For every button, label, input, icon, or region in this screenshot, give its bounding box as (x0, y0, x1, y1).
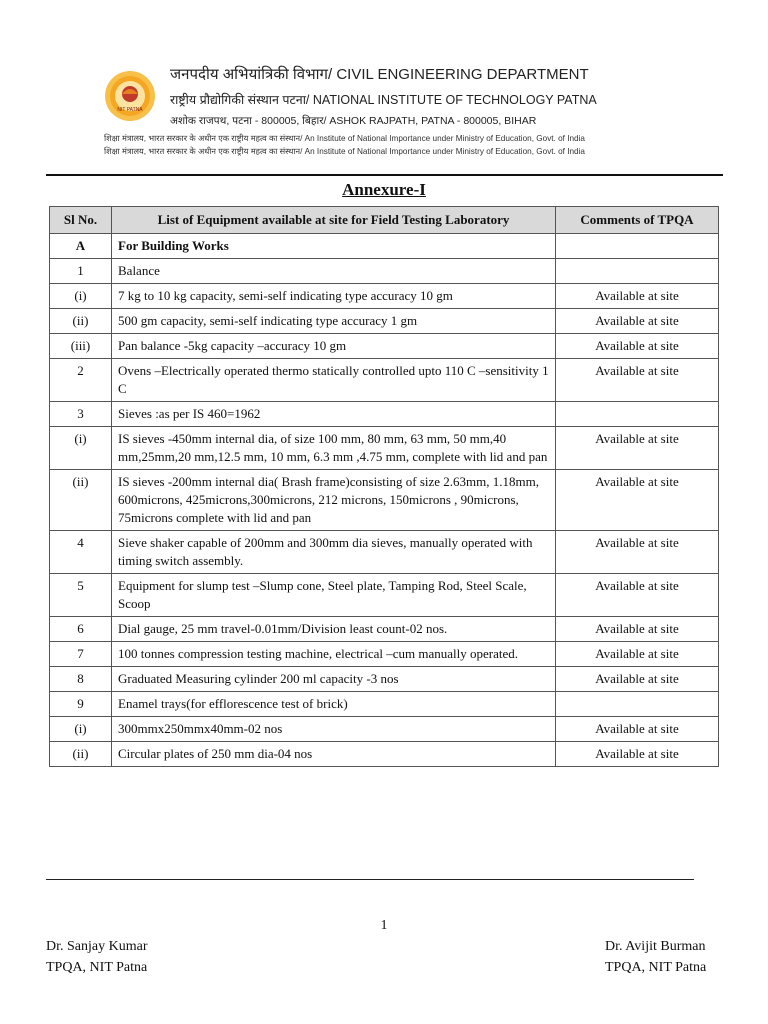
signatory-name-left: Dr. Sanjay Kumar (46, 939, 148, 954)
cell-comment (556, 402, 719, 427)
cell-sl-no: 9 (50, 692, 112, 717)
cell-comment: Available at site (556, 742, 719, 767)
header-comments: Comments of TPQA (556, 207, 719, 234)
signature-divider (46, 879, 694, 880)
document-title: Annexure-I (342, 180, 426, 199)
institute-name: राष्ट्रीय प्रौद्योगिकी संस्थान पटना/ NATIONAL INSTITUTE OF TECHNOLOGY PATNA (170, 93, 597, 107)
cell-equipment: Circular plates of 250 mm dia-04 nos (112, 742, 556, 767)
cell-comment: Available at site (556, 427, 719, 470)
cell-comment: Available at site (556, 717, 719, 742)
equipment-table (49, 206, 719, 767)
header-equipment: List of Equipment available at site for Field Testing Laboratory (112, 207, 556, 234)
cell-sl-no: (i) (50, 284, 112, 309)
institute-tagline-repeat: शिक्षा मंत्रालय, भारत सरकार के अधीन एक राष्ट्रीय महत्व का संस्थान/ An Institute of National Importance under Ministry of Education, Govt. of India (104, 147, 585, 156)
cell-sl-no: (ii) (50, 470, 112, 531)
signature-right (605, 936, 706, 978)
table-row (50, 574, 719, 617)
cell-comment: Available at site (556, 359, 719, 402)
cell-comment (556, 234, 719, 259)
cell-sl-no: 6 (50, 617, 112, 642)
table-row (50, 427, 719, 470)
cell-equipment: Sieve shaker capable of 200mm and 300mm dia sieves, manually operated with timing switch assembly. (112, 531, 556, 574)
cell-equipment: Graduated Measuring cylinder 200 ml capacity -3 nos (112, 667, 556, 692)
table-row (50, 531, 719, 574)
cell-sl-no: (ii) (50, 309, 112, 334)
cell-comment: Available at site (556, 334, 719, 359)
cell-sl-no: (iii) (50, 334, 112, 359)
cell-sl-no: 5 (50, 574, 112, 617)
table-header-row (50, 207, 719, 234)
signatory-name-right: Dr. Avijit Burman (605, 939, 706, 954)
institute-address: अशोक राजपथ, पटना - 800005, बिहार/ ASHOK RAJPATH, PATNA - 800005, BIHAR (170, 115, 537, 127)
table-row (50, 667, 719, 692)
cell-equipment: Enamel trays(for efflorescence test of brick) (112, 692, 556, 717)
institute-logo (104, 70, 156, 122)
table-body (50, 234, 719, 767)
cell-equipment: Sieves :as per IS 460=1962 (112, 402, 556, 427)
cell-equipment: 100 tonnes compression testing machine, electrical –cum manually operated. (112, 642, 556, 667)
cell-sl-no: 2 (50, 359, 112, 402)
logo-sun-rays (105, 71, 155, 121)
cell-comment: Available at site (556, 309, 719, 334)
logo-text: NIT PATNA (117, 107, 143, 113)
table-row (50, 470, 719, 531)
cell-equipment: IS sieves -200mm internal dia( Brash frame)consisting of size 2.63mm, 1.18mm, 600microns, 425microns,300microns, 212 microns, 150microns , 90microns, 75microns complete with lid and pan (112, 470, 556, 531)
cell-comment (556, 259, 719, 284)
table-row (50, 742, 719, 767)
cell-comment: Available at site (556, 574, 719, 617)
cell-equipment: Balance (112, 259, 556, 284)
header-divider (46, 174, 723, 176)
cell-equipment: 300mmx250mmx40mm-02 nos (112, 717, 556, 742)
cell-sl-no: (i) (50, 427, 112, 470)
cell-comment: Available at site (556, 617, 719, 642)
cell-sl-no: 4 (50, 531, 112, 574)
cell-sl-no: (ii) (50, 742, 112, 767)
department-name: जनपदीय अभियांत्रिकी विभाग/ CIVIL ENGINEERING DEPARTMENT (170, 66, 589, 83)
cell-equipment: 500 gm capacity, semi-self indicating type accuracy 1 gm (112, 309, 556, 334)
table-row (50, 284, 719, 309)
table-row (50, 234, 719, 259)
cell-equipment: For Building Works (112, 234, 556, 259)
table-row (50, 402, 719, 427)
institute-tagline: शिक्षा मंत्रालय, भारत सरकार के अधीन एक राष्ट्रीय महत्व का संस्थान/ An Institute of National Importance under Ministry of Education, Govt. of India (104, 134, 585, 143)
cell-comment: Available at site (556, 284, 719, 309)
signatory-role-right: TPQA, NIT Patna (605, 960, 707, 975)
table-row (50, 717, 719, 742)
table-row (50, 692, 719, 717)
cell-sl-no: 1 (50, 259, 112, 284)
cell-equipment: Dial gauge, 25 mm travel-0.01mm/Division least count-02 nos. (112, 617, 556, 642)
cell-sl-no: 7 (50, 642, 112, 667)
page-number: 1 (380, 918, 388, 933)
table-row (50, 642, 719, 667)
cell-equipment: Ovens –Electrically operated thermo statically controlled upto 110 C –sensitivity 1 C (112, 359, 556, 402)
header-sl-no: Sl No. (50, 207, 112, 234)
cell-equipment: Pan balance -5kg capacity –accuracy 10 gm (112, 334, 556, 359)
table-row (50, 334, 719, 359)
table-row (50, 617, 719, 642)
cell-sl-no: A (50, 234, 112, 259)
cell-comment: Available at site (556, 667, 719, 692)
cell-comment: Available at site (556, 642, 719, 667)
cell-equipment: 7 kg to 10 kg capacity, semi-self indicating type accuracy 10 gm (112, 284, 556, 309)
table-row (50, 359, 719, 402)
table-row (50, 259, 719, 284)
cell-sl-no: 3 (50, 402, 112, 427)
cell-sl-no: (i) (50, 717, 112, 742)
cell-sl-no: 8 (50, 667, 112, 692)
cell-equipment: IS sieves -450mm internal dia, of size 100 mm, 80 mm, 63 mm, 50 mm,40 mm,25mm,20 mm,12.5 mm, 10 mm, 6.3 mm ,4.75 mm, complete with lid and pan (112, 427, 556, 470)
cell-comment: Available at site (556, 531, 719, 574)
table-row (50, 309, 719, 334)
cell-comment: Available at site (556, 470, 719, 531)
signature-left (46, 936, 147, 978)
cell-comment (556, 692, 719, 717)
cell-equipment: Equipment for slump test –Slump cone, Steel plate, Tamping Rod, Steel Scale, Scoop (112, 574, 556, 617)
signatory-role-left: TPQA, NIT Patna (46, 960, 148, 975)
